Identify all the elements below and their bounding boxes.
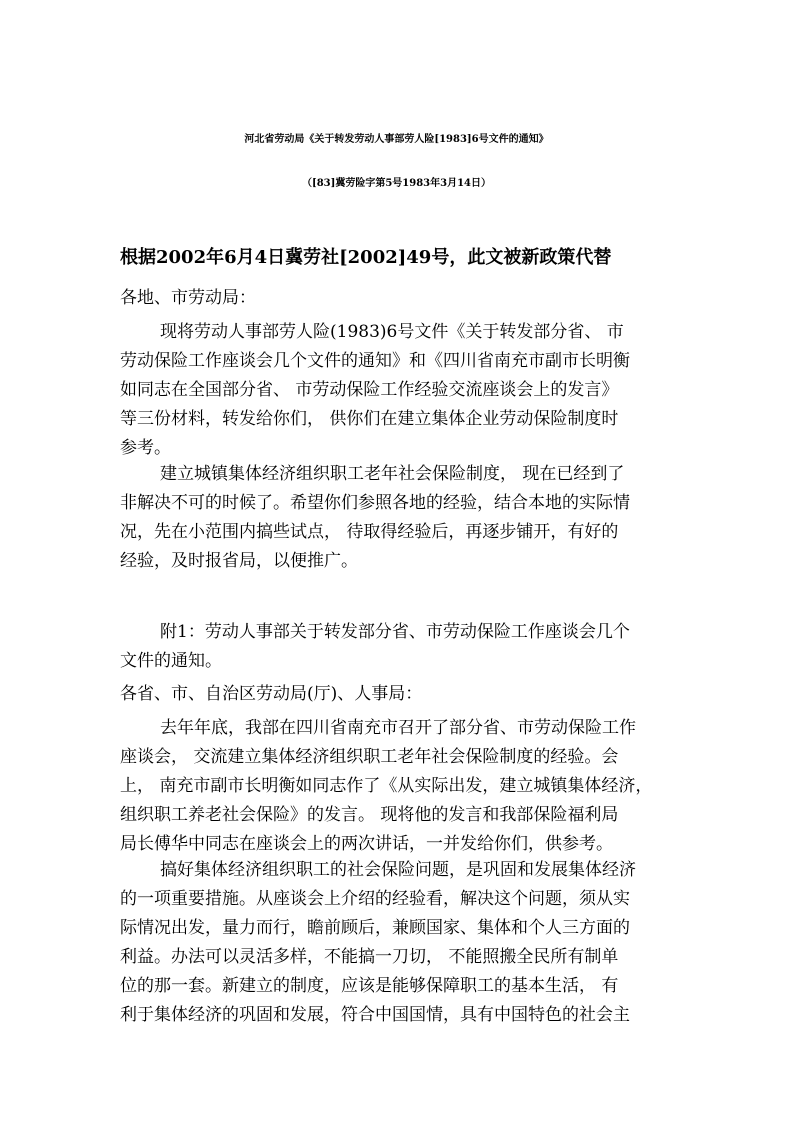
paragraph-line: 利益。办法可以灵活多样，不能搞一刀切， 不能照搬全民所有制单 [120,947,619,967]
paragraph-line: 非解决不可的时候了。希望你们参照各地的经验，结合本地的实际情 [120,493,630,513]
addressee-line: 各省、市、自治区劳动局(厅)、人事局： [120,684,423,704]
paragraph-line: 况，先在小范围内搞些试点， 待取得经验后，再逐步铺开，有好的 [120,522,619,542]
addressee-line: 各地、市劳动局： [120,288,256,308]
paragraph-line: 上， 南充市副市长明衡如同志作了《从实际出发，建立城镇集体经济， [120,776,653,796]
document-title: 河北省劳动局《关于转发劳动人事部劳人险[1983]6号文件的通知》 [244,134,549,145]
paragraph-line: 搞好集体经济组织职工的社会保险问题，是巩固和发展集体经济 [160,860,636,880]
addressee-1 [120,284,672,313]
paragraph-line: 劳动保险工作座谈会几个文件的通知》和《四川省南充市副市长明衡 [120,351,630,371]
attachment-heading [120,618,672,676]
paragraph-line: 去年年底，我部在四川省南充市召开了部分省、市劳动保险工作 [160,718,636,738]
paragraph-line: 的一项重要措施。从座谈会上介绍的经验看，解决这个问题，须从实 [120,889,630,909]
paragraph-line: 现将劳动人事部劳人险(1983)6号文件《关于转发部分省、 市 [160,322,624,342]
paragraph-line: 利于集体经济的巩固和发展，符合中国国情，具有中国特色的社会主 [120,1005,630,1025]
paragraph-line: 座谈会， 交流建立集体经济组织职工老年社会保险制度的经验。会 [120,747,619,767]
paragraph-line: 经验，及时报省局，以便推广。 [120,551,358,571]
paragraph-line: 局长傅华中同志在座谈会上的两次讲话，一并发给你们，供参考。 [120,834,613,854]
paragraph-line: 位的那一套。新建立的制度，应该是能够保障职工的基本生活， 有 [120,976,619,996]
paragraph-line: 文件的通知。 [120,651,222,671]
paragraph-line: 如同志在全国部分省、 市劳动保险工作经验交流座谈会上的发言》 [120,380,619,400]
paragraph-line: 等三份材料，转发给你们， 供你们在建立集体企业劳动保险制度时 [120,409,619,429]
document-subtitle: （[83]冀劳险字第5号1983年3月14日） [301,178,492,189]
paragraph-1 [120,318,672,463]
paragraph-line: 组织职工养老社会保险》的发言。 现将他的发言和我部保险福利局 [120,805,619,825]
paragraph-line: 际情况出发，量力而行，瞻前顾后，兼顾国家、集体和个人三方面的 [120,918,630,938]
paragraph-line: 建立城镇集体经济组织职工老年社会保险制度， 现在已经到了 [160,464,625,484]
paragraph-line: 附1：劳动人事部关于转发部分省、市劳动保险工作座谈会几个 [160,622,630,642]
paragraph-line: 参考。 [120,438,171,458]
paragraph-4 [120,856,672,1030]
paragraph-3 [120,714,672,859]
replacement-notice: 根据2002年6月4日冀劳社[2002]49号，此文被新政策代替 [120,247,612,268]
paragraph-2 [120,460,672,576]
addressee-2 [120,680,672,709]
